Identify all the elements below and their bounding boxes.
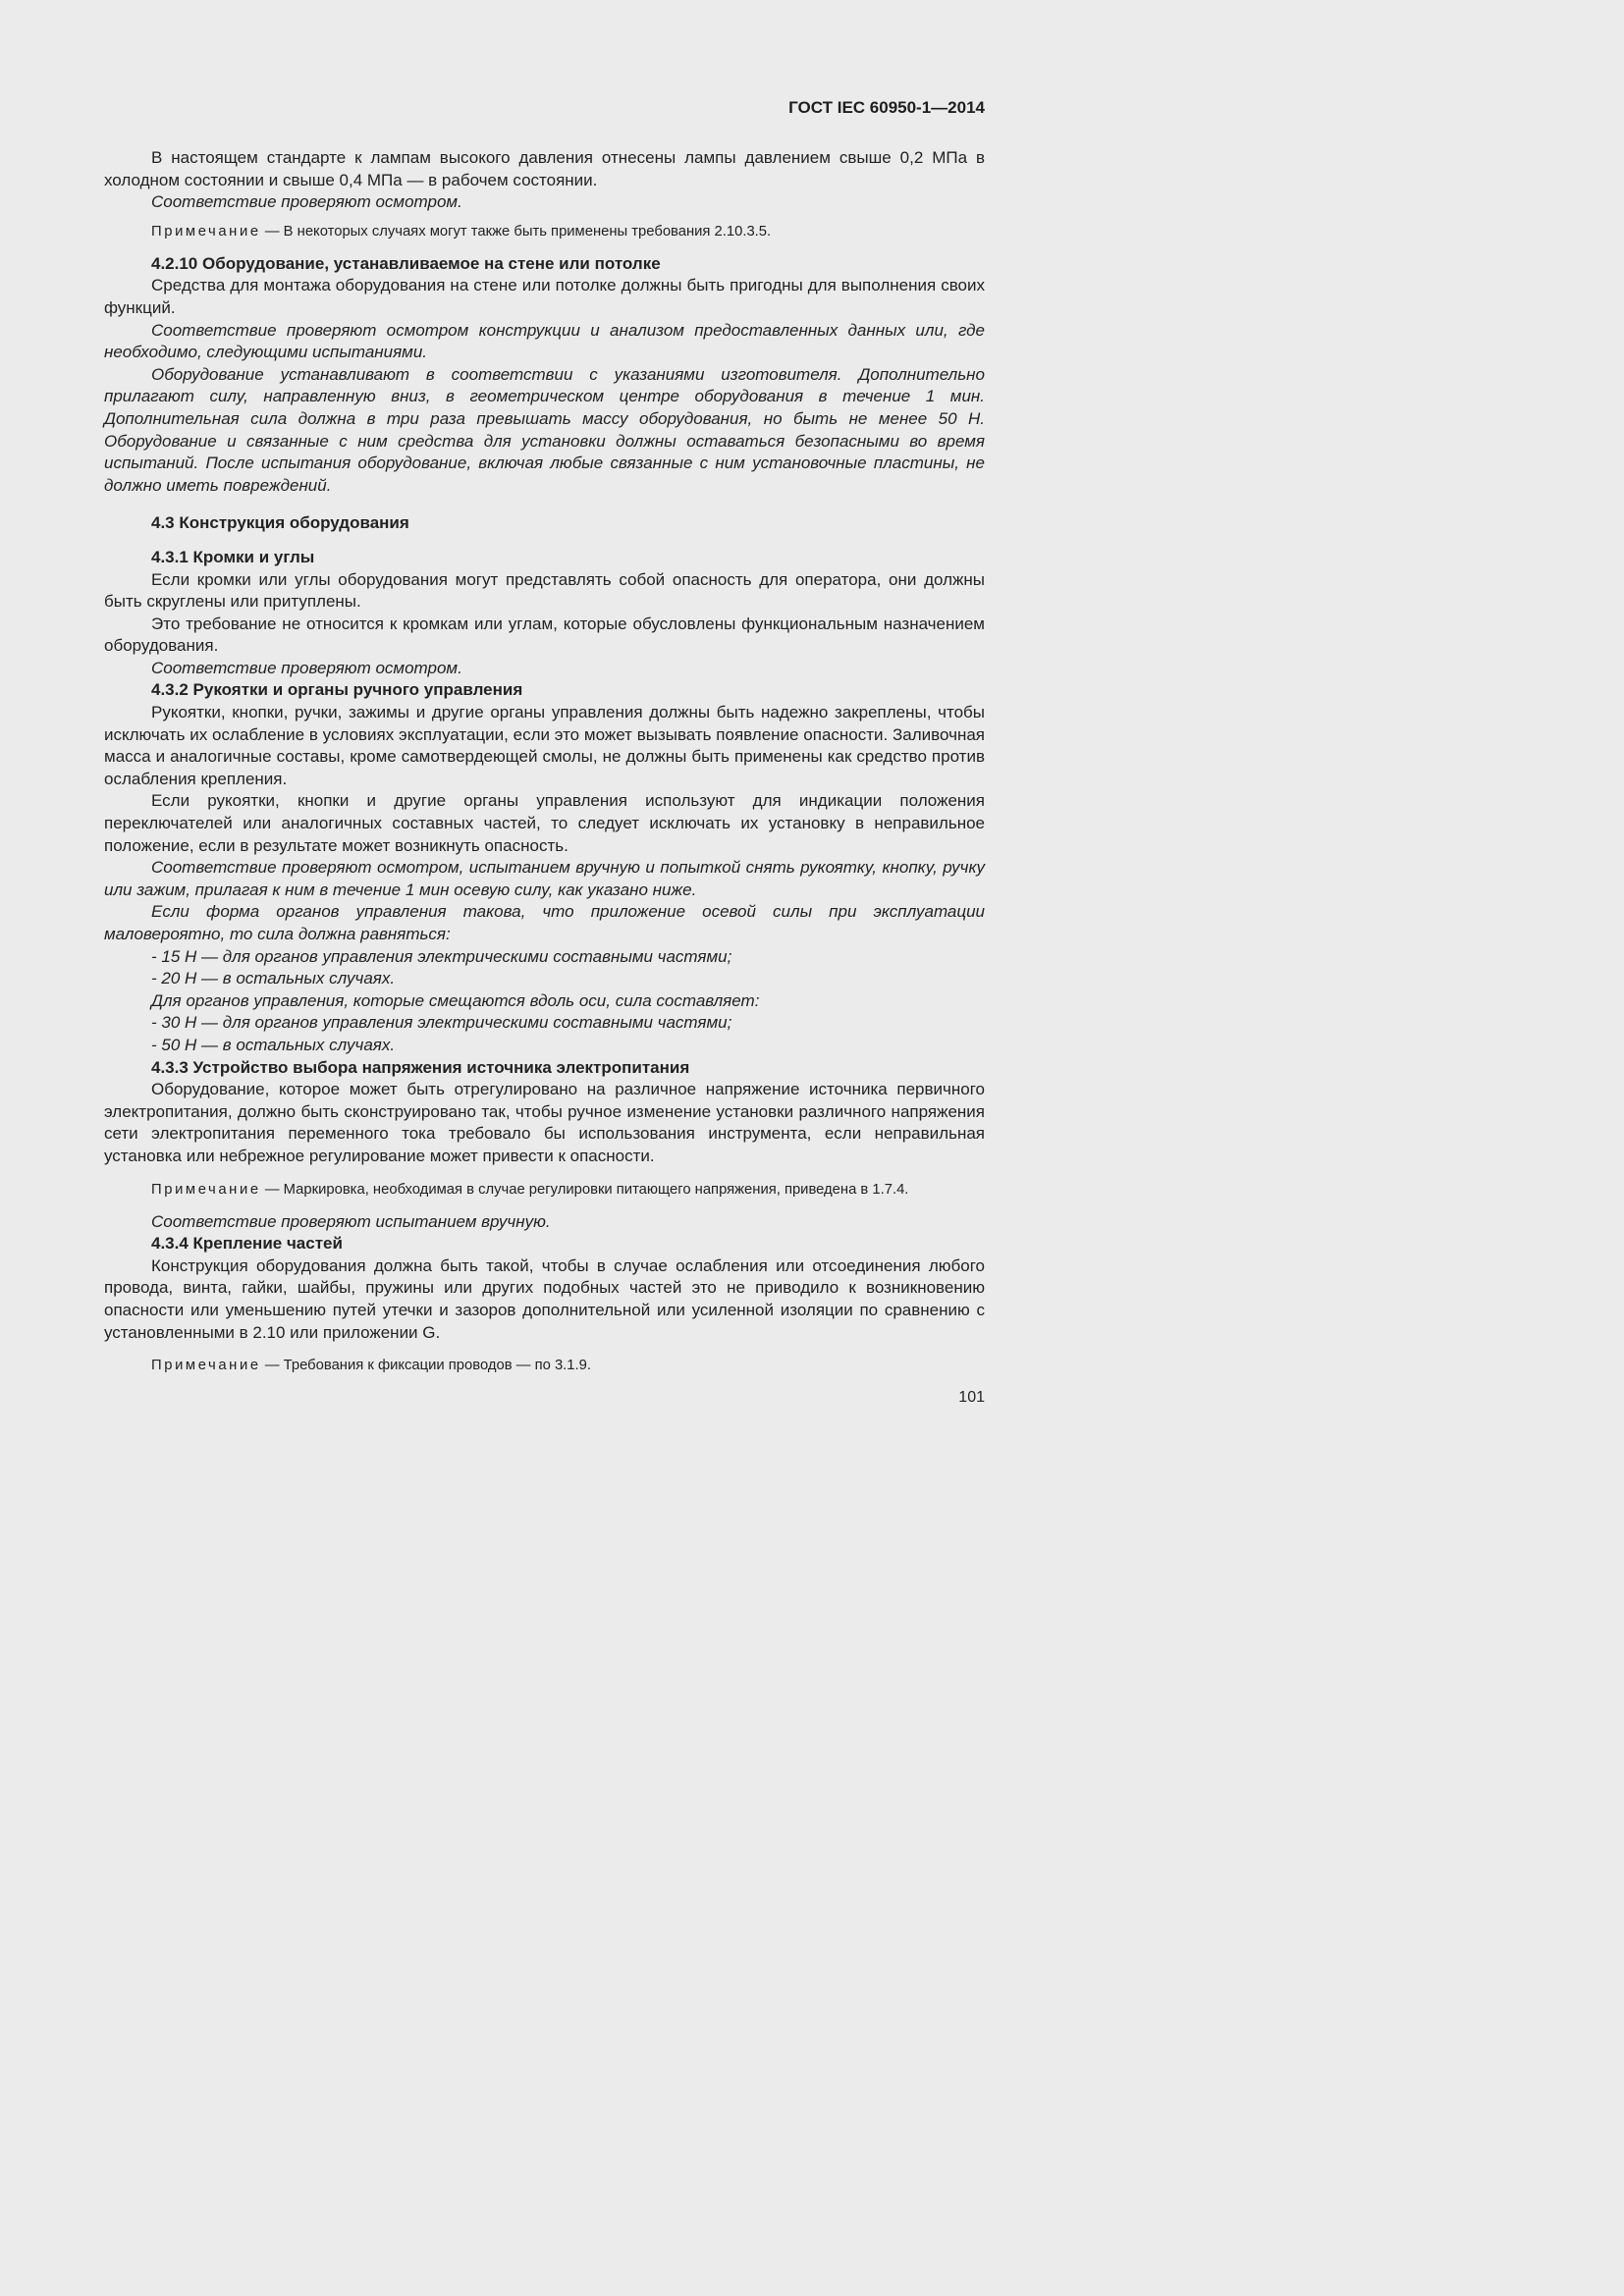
section-4-3-2-p2: Если рукоятки, кнопки и другие органы управления используют для индикации положения переключателей или аналогичных составных частей, то следует исключать их установку в неправильное положение, если в результате может возникнуть опасность. xyxy=(104,791,985,855)
compliance-check: Соответствие проверяют осмотром. xyxy=(151,192,462,212)
note-label: Примечание xyxy=(151,1181,261,1198)
page-content xyxy=(104,147,985,1375)
section-4-3-2-p1: Рукоятки, кнопки, ручки, зажимы и другие органы управления должны быть надежно закреплены, чтобы исключать их ослабление в условиях эксплуатации, если это может вызывать появление опасности. Заливочная масса и аналогичные составы, кроме самотвердеющей смолы, не должны быть применены как средство против ослабления крепления. xyxy=(104,703,985,788)
section-4-3-3-p1: Оборудование, которое может быть отрегулировано на различное напряжение источника первичного электропитания, должно быть сконструировано так, чтобы ручное изменение установки различного напряжения сети электропитания переменного тока требовало бы использования инструмента, если неправильная установка или небрежное регулирование может привести к опасности. xyxy=(104,1080,985,1165)
section-4-3-1-p2: Это требование не относится к кромкам или углам, которые обусловлены функциональным назначением оборудования. xyxy=(104,614,985,656)
section-4-3-4-title: 4.3.4 Крепление частей xyxy=(151,1234,343,1254)
list-item: - 30 Н — для органов управления электрическими составными частями; xyxy=(151,1013,732,1033)
note-label: Примечание xyxy=(151,1358,261,1374)
section-4-2-10-title: 4.2.10 Оборудование, устанавливаемое на стене или потолке xyxy=(151,253,661,273)
section-4-3-1-p3: Соответствие проверяют осмотром. xyxy=(151,658,462,677)
note-label: Примечание xyxy=(151,223,261,240)
section-4-3-3-check: Соответствие проверяют испытанием вручную. xyxy=(151,1211,551,1231)
section-4-3-1-p1: Если кромки или углы оборудования могут представлять собой опасность для оператора, они должны быть скруглены или притуплены. xyxy=(104,569,985,612)
note-1-7-4 xyxy=(104,1180,985,1200)
standard-header: ГОСТ IEC 60950-1—2014 xyxy=(788,98,985,117)
section-4-2-10-p1: Средства для монтажа оборудования на стене или потолке должны быть пригодны для выполнения своих функций. xyxy=(104,276,985,317)
section-4-3-4-p1: Конструкция оборудования должна быть такой, чтобы в случае ослабления или отсоединения любого провода, винта, гайки, шайбы, пружины или других подобных частей это не приводило к возникновению опасности или уменьшению путей утечки и зазоров дополнительной или усиленной изоляции по сравнению с установленными в 2.10 или приложении G. xyxy=(104,1255,985,1342)
list-item: - 15 Н — для органов управления электрическими составными частями; xyxy=(151,946,732,966)
section-4-3-title: 4.3 Конструкция оборудования xyxy=(151,513,409,533)
document-page xyxy=(0,0,1089,1539)
section-4-2-10-p2: Соответствие проверяют осмотром конструкции и анализом предоставленных данных или, где необходимо, следующими испытаниями. xyxy=(104,320,985,362)
page-number: 101 xyxy=(958,1389,985,1406)
list-item: - 20 Н — в остальных случаях. xyxy=(151,969,396,988)
section-4-3-1-title: 4.3.1 Кромки и углы xyxy=(151,547,315,566)
paragraph-lamps: В настоящем стандарте к лампам высокого давления отнесены лампы давлением свыше 0,2 МПа в холодном состоянии и свыше 0,4 МПа — в рабочем состоянии. xyxy=(104,148,985,189)
note-text: — В некоторых случаях могут также быть применены требования 2.10.3.5. xyxy=(260,223,772,240)
note-text: — Маркировка, необходимая в случае регулировки питающего напряжения, приведена в 1.7.4. xyxy=(260,1181,909,1198)
section-4-3-2-title: 4.3.2 Рукоятки и органы ручного управления xyxy=(151,680,523,700)
section-4-2-10-p3: Оборудование устанавливают в соответствии с указаниями изготовителя. Дополнительно прилагают силу, направленную вниз, в геометрическом центре оборудования в течение 1 мин. Дополнительная сила должна в три раза превышать массу оборудования, но быть не менее 50 Н. Оборудование и связанные с ним средства для установки должны оставаться безопасными во время испытаний. После испытания оборудование, включая любые связанные с ним установочные пластины, не должно иметь повреждений. xyxy=(104,364,985,495)
section-4-3-2-p4: Если форма органов управления такова, что приложение осевой силы при эксплуатации маловероятно, то сила должна равняться: xyxy=(104,902,985,943)
note-3-1-9 xyxy=(104,1356,985,1375)
note-text: — Требования к фиксации проводов — по 3.1.9. xyxy=(260,1358,591,1374)
section-4-3-2-p3: Соответствие проверяют осмотром, испытанием вручную и попыткой снять рукоятку, кнопку, ручку или зажим, прилагая к ним в течение 1 мин осевую силу, как указано ниже. xyxy=(104,858,985,899)
section-4-3-2-p5: Для органов управления, которые смещаются вдоль оси, сила составляет: xyxy=(151,990,760,1010)
list-item: - 50 Н — в остальных случаях. xyxy=(151,1035,396,1054)
section-4-3-3-title: 4.3.3 Устройство выбора напряжения источника электропитания xyxy=(151,1057,690,1077)
note-2-10-3-5 xyxy=(104,222,985,241)
